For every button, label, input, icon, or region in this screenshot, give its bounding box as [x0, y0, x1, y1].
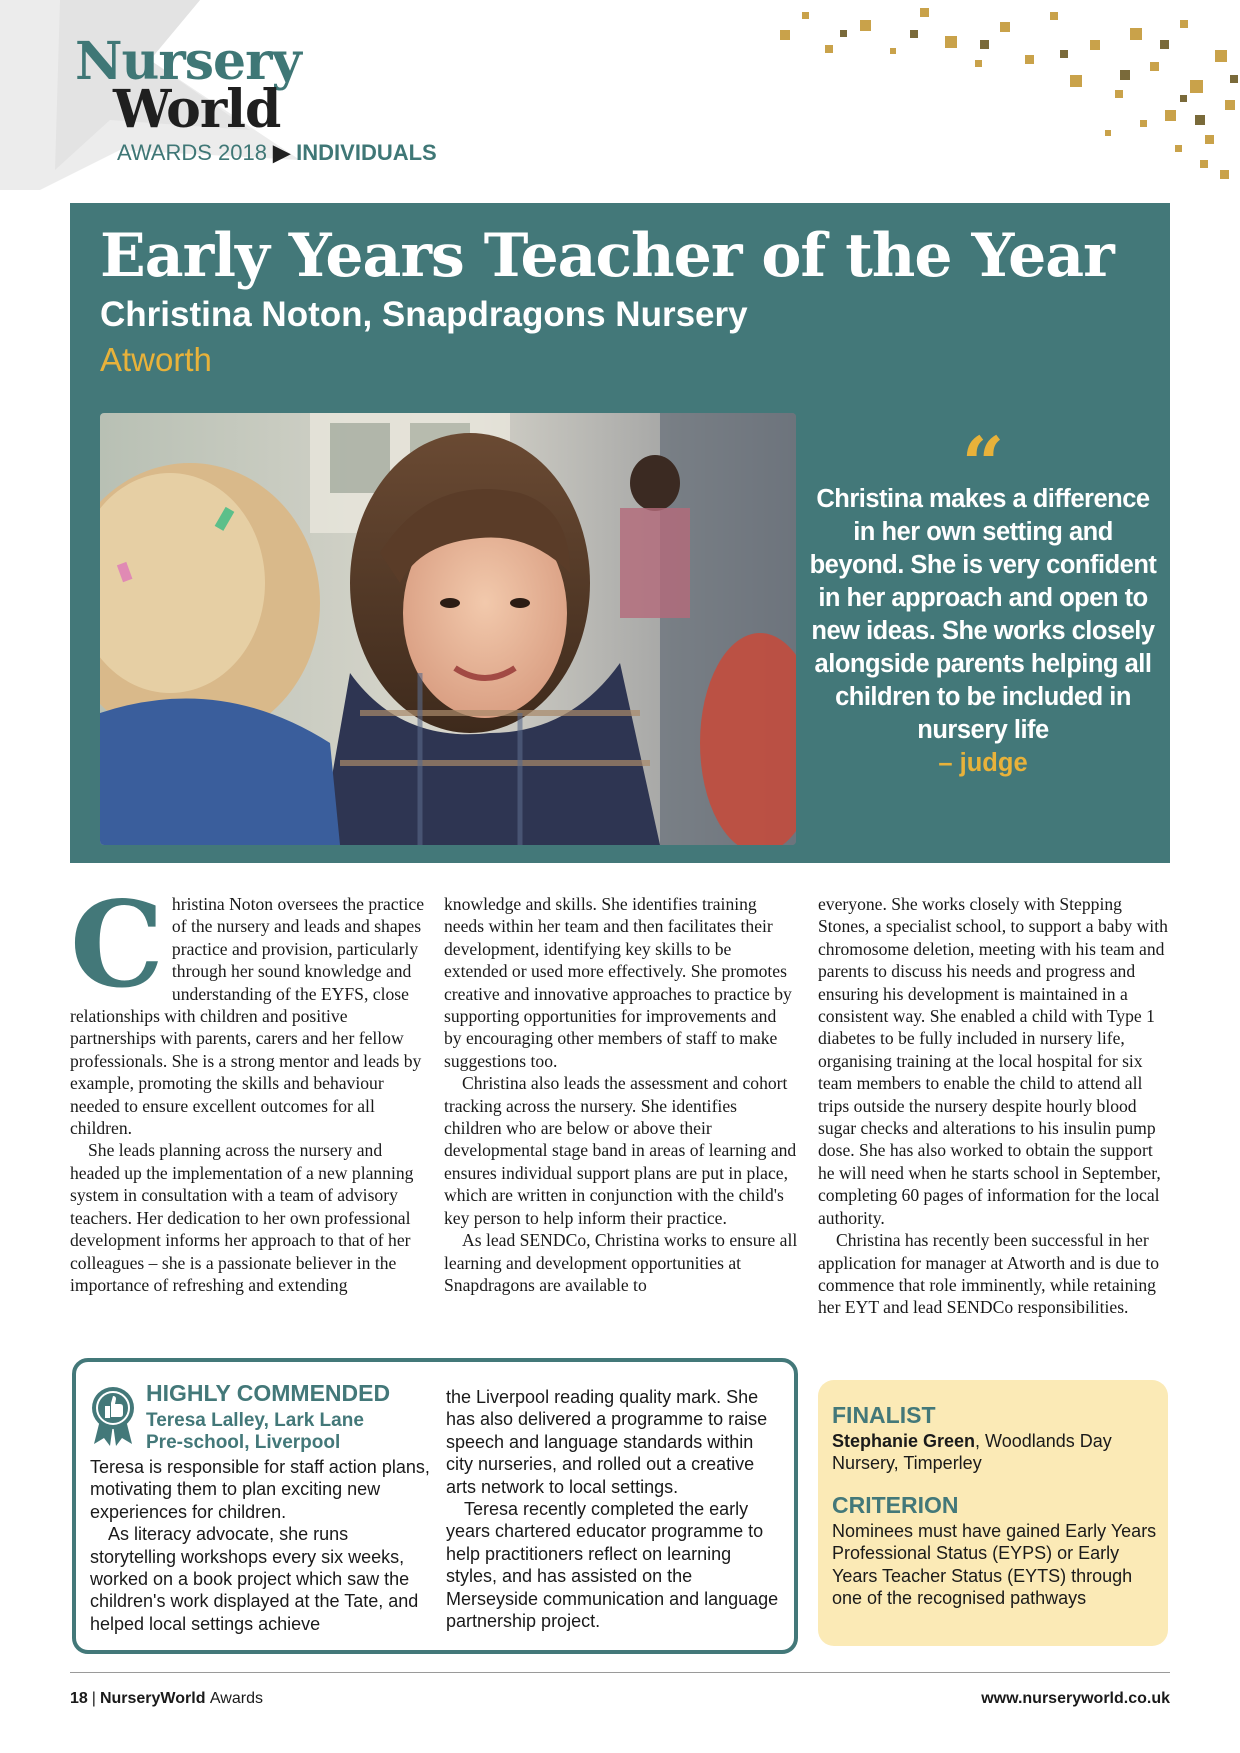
finalist-organisation: , Woodlands Day Nursery, Timperley	[832, 1431, 1112, 1474]
highly-commended-paragraph: As literacy advocate, she runs storytelling workshops every six weeks, worked on a book project which saw the children's work displayed at the Tate, and helped local settings achieve	[90, 1524, 419, 1634]
highly-commended-name-line: Teresa Lalley, Lark Lane	[146, 1410, 364, 1431]
highly-commended-paragraph: the Liverpool reading quality mark. She has also delivered a programme to raise speech and language standards within city nurseries, and rolled out a creative arts network to local settings.	[446, 1387, 768, 1497]
quote-text: Christina makes a difference in her own setting and beyond. She is very confident in her approach and open to new ideas. She works closely alongside parents helping all children to be included in nursery life	[809, 485, 1157, 744]
footer-separator: |	[91, 1690, 96, 1707]
nursery-world-awards-logo	[75, 31, 437, 166]
article-paragraph: hristina Noton oversees the practice of the nursery and leads and shapes practice and provision, particularly through her sound knowledge and understanding of the EYFS, close relationships with children and positive partnerships with parents, carers and her fellow professionals. She is a strong mentor and leads by example, promoting the skills and behaviour needed to ensure excellent outcomes for all children.	[70, 894, 425, 1139]
drop-cap: C	[70, 875, 164, 1014]
highly-commended-name	[146, 1410, 364, 1454]
winner-name: Christina Noton, Snapdragons Nursery	[100, 295, 748, 334]
footer-brand: NurseryWorld	[99, 1690, 206, 1707]
page-number: 18	[70, 1690, 88, 1707]
criterion-text: Nominees must have gained Early Years Professional Status (EYPS) or Early Years Teacher Status (EYTS) through one of the recognised pathways	[832, 1521, 1157, 1609]
criterion-heading: CRITERION	[832, 1492, 959, 1518]
finalist-box	[818, 1380, 1168, 1646]
highly-commended-paragraph: Teresa is responsible for staff action plans, motivating them to plan exciting new experiences for children.	[90, 1457, 430, 1522]
finalist-heading: FINALIST	[832, 1402, 936, 1428]
logo-awards-year: AWARDS 2018	[117, 140, 267, 165]
article-paragraph: As lead SENDCo, Christina works to ensure all learning and development opportunities at Snapdragons are available to	[444, 1230, 798, 1295]
highly-commended-heading: HIGHLY COMMENDED	[146, 1380, 391, 1406]
article-paragraph: Christina also leads the assessment and cohort tracking across the nursery. She identifies children who are below or above their developmental stage band in areas of learning and ensures individual support plans are put in place, which are written in conjunction with the child's key person to help inform their practice.	[444, 1073, 797, 1228]
arrow-right-icon: ▶	[273, 140, 291, 165]
highly-commended-column-2	[446, 1386, 780, 1632]
award-banner	[70, 203, 1170, 863]
footer-url[interactable]: www.nurseryworld.co.uk	[981, 1690, 1170, 1707]
highly-commended-box	[72, 1358, 798, 1654]
article-paragraph: everyone. She works closely with Stepping Stones, a specialist school, to support a baby with chromosome deletion, meeting with his team and parents to discuss his needs and progress and ensuring his development is maintained in a consistent way. She enabled a child with Type 1 diabetes to be fully included in nursery life, organising training at the local hospital for six team members to enable the child to attend all trips outside the nursery despite hourly blood sugar checks and alterations to his insulin pump dose. She has also worked to obtain the support he will need when he starts school in September, completing 60 pages of information for the local authority.	[818, 894, 1168, 1228]
article-paragraph: She leads planning across the nursery and headed up the implementation of a new planning system in consultation with a team of advisory teachers. Her dedication to her own professional development informs her approach to that of her colleagues – she is a passionate believer in the importance of refreshing and extending	[70, 1140, 414, 1295]
logo-line-world: World	[113, 79, 281, 140]
section-label: INDIVIDUALS	[296, 140, 437, 165]
logo-line-nursery: Nursery	[75, 31, 301, 92]
article-column-1	[70, 875, 425, 1296]
winner-location: Atworth	[100, 341, 212, 378]
footer-page-info	[70, 1690, 263, 1708]
highly-commended-paragraph: Teresa recently completed the early years chartered educator programme to help practitioners reflect on learning styles, and has assisted on the Merseyside communication and language partnership project.	[446, 1499, 779, 1632]
gold-confetti-decoration	[720, 0, 1240, 190]
thumbs-up-badge-icon	[90, 1386, 136, 1446]
judge-quote	[806, 422, 1160, 780]
highly-commended-column-1	[90, 1456, 430, 1635]
article-paragraph: knowledge and skills. She identifies training needs within her team and then facilitates their development, identifying key skills to be extended or used more effectively. She promotes creative and innovative approaches to practice by supporting opportunities for improvements and by encouraging other members of staff to make suggestions too.	[444, 894, 792, 1071]
winner-photo	[100, 413, 796, 845]
footer-brand-suffix: Awards	[209, 1690, 263, 1707]
quote-attribution: – judge	[938, 749, 1028, 777]
finalist-person: Stephanie Green	[832, 1431, 976, 1451]
footer-divider	[70, 1672, 1170, 1673]
article-paragraph: Christina has recently been successful in her application for manager at Atworth and is due to commence that role imminently, while retaining her EYT and lead SENDCo responsibilities.	[818, 1230, 1160, 1318]
logo-awards-line	[117, 140, 437, 166]
article-column-3	[818, 893, 1170, 1319]
highly-commended-name-line: Pre-school, Liverpool	[146, 1432, 341, 1453]
quote-icon: “	[961, 422, 1005, 508]
page-title: Early Years Teacher of the Year	[100, 221, 1114, 291]
finalist-name	[832, 1430, 1158, 1475]
article-column-2	[444, 893, 798, 1296]
